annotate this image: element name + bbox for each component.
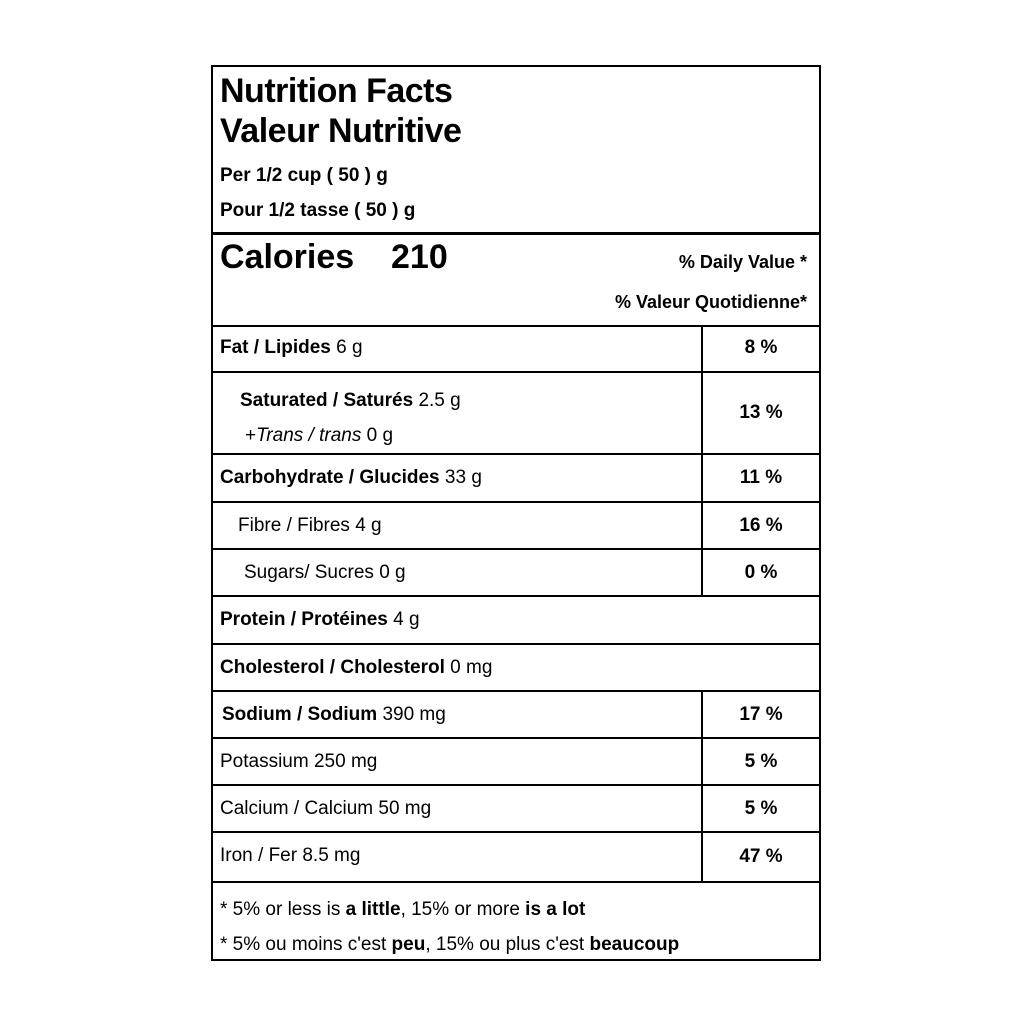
nutrient-row-sodium [213, 692, 819, 739]
nutrient-row-carbohydrate [213, 455, 819, 503]
nutrient-row-potassium [213, 739, 819, 786]
calories-value: 210 [391, 238, 448, 276]
dv-iron: 47 % [701, 833, 819, 881]
nutrient-name-sugars: Sugars/ Sucres 0 g [244, 562, 406, 583]
dv-fat: 8 % [701, 325, 819, 371]
nutrient-row-calcium [213, 786, 819, 833]
calories-label: Calories [220, 238, 355, 276]
label-header [213, 67, 819, 235]
nutrient-row-fibre [213, 503, 819, 550]
dv-calcium: 5 % [701, 786, 819, 831]
dv-potassium: 5 % [701, 739, 819, 784]
title-en: Nutrition Facts [220, 72, 453, 110]
nutrient-name-calcium: Calcium / Calcium 50 mg [220, 798, 432, 819]
nutrient-row-sugars [213, 550, 819, 597]
dv-sugars: 0 % [701, 550, 819, 595]
nutrient-name-sodium: Sodium / Sodium 390 mg [222, 704, 446, 725]
daily-value-header-en: % Daily Value * [678, 252, 807, 272]
nutrient-row-protein [213, 597, 819, 645]
serving-size-en: Per 1/2 cup ( 50 ) g [220, 165, 388, 186]
dv-saturated-trans: 13 % [701, 373, 819, 453]
title-fr: Valeur Nutritive [220, 112, 462, 150]
nutrient-row-cholesterol [213, 645, 819, 692]
nutrient-row-saturated-trans [213, 373, 819, 455]
nutrient-row-iron [213, 833, 819, 881]
calories-section [213, 233, 819, 327]
dv-carbohydrate: 11 % [701, 455, 819, 501]
dv-sodium: 17 % [701, 692, 819, 737]
nutrient-name-protein: Protein / Protéines 4 g [220, 609, 420, 630]
nutrient-row-fat [213, 325, 819, 373]
nutrient-name-iron: Iron / Fer 8.5 mg [220, 845, 361, 866]
footnote-section [213, 881, 819, 959]
nutrient-name-fibre: Fibre / Fibres 4 g [238, 515, 382, 536]
footnote-en: * 5% or less is a little, 15% or more is a lot [220, 899, 586, 920]
nutrient-name-fat: Fat / Lipides 6 g [220, 337, 363, 358]
nutrient-name-cholesterol: Cholesterol / Cholesterol 0 mg [220, 657, 493, 678]
nutrition-facts-label [211, 65, 821, 961]
footnote-fr: * 5% ou moins c'est peu, 15% ou plus c'est beaucoup [220, 934, 680, 955]
nutrient-name-saturated: Saturated / Saturés 2.5 g [240, 390, 461, 411]
dv-fibre: 16 % [701, 503, 819, 548]
nutrient-name-potassium: Potassium 250 mg [220, 751, 378, 772]
daily-value-header-fr: % Valeur Quotidienne* [614, 292, 807, 312]
nutrient-name-trans: +Trans / trans 0 g [245, 425, 394, 446]
nutrient-name-carbohydrate: Carbohydrate / Glucides 33 g [220, 467, 482, 488]
serving-size-fr: Pour 1/2 tasse ( 50 ) g [220, 200, 416, 221]
